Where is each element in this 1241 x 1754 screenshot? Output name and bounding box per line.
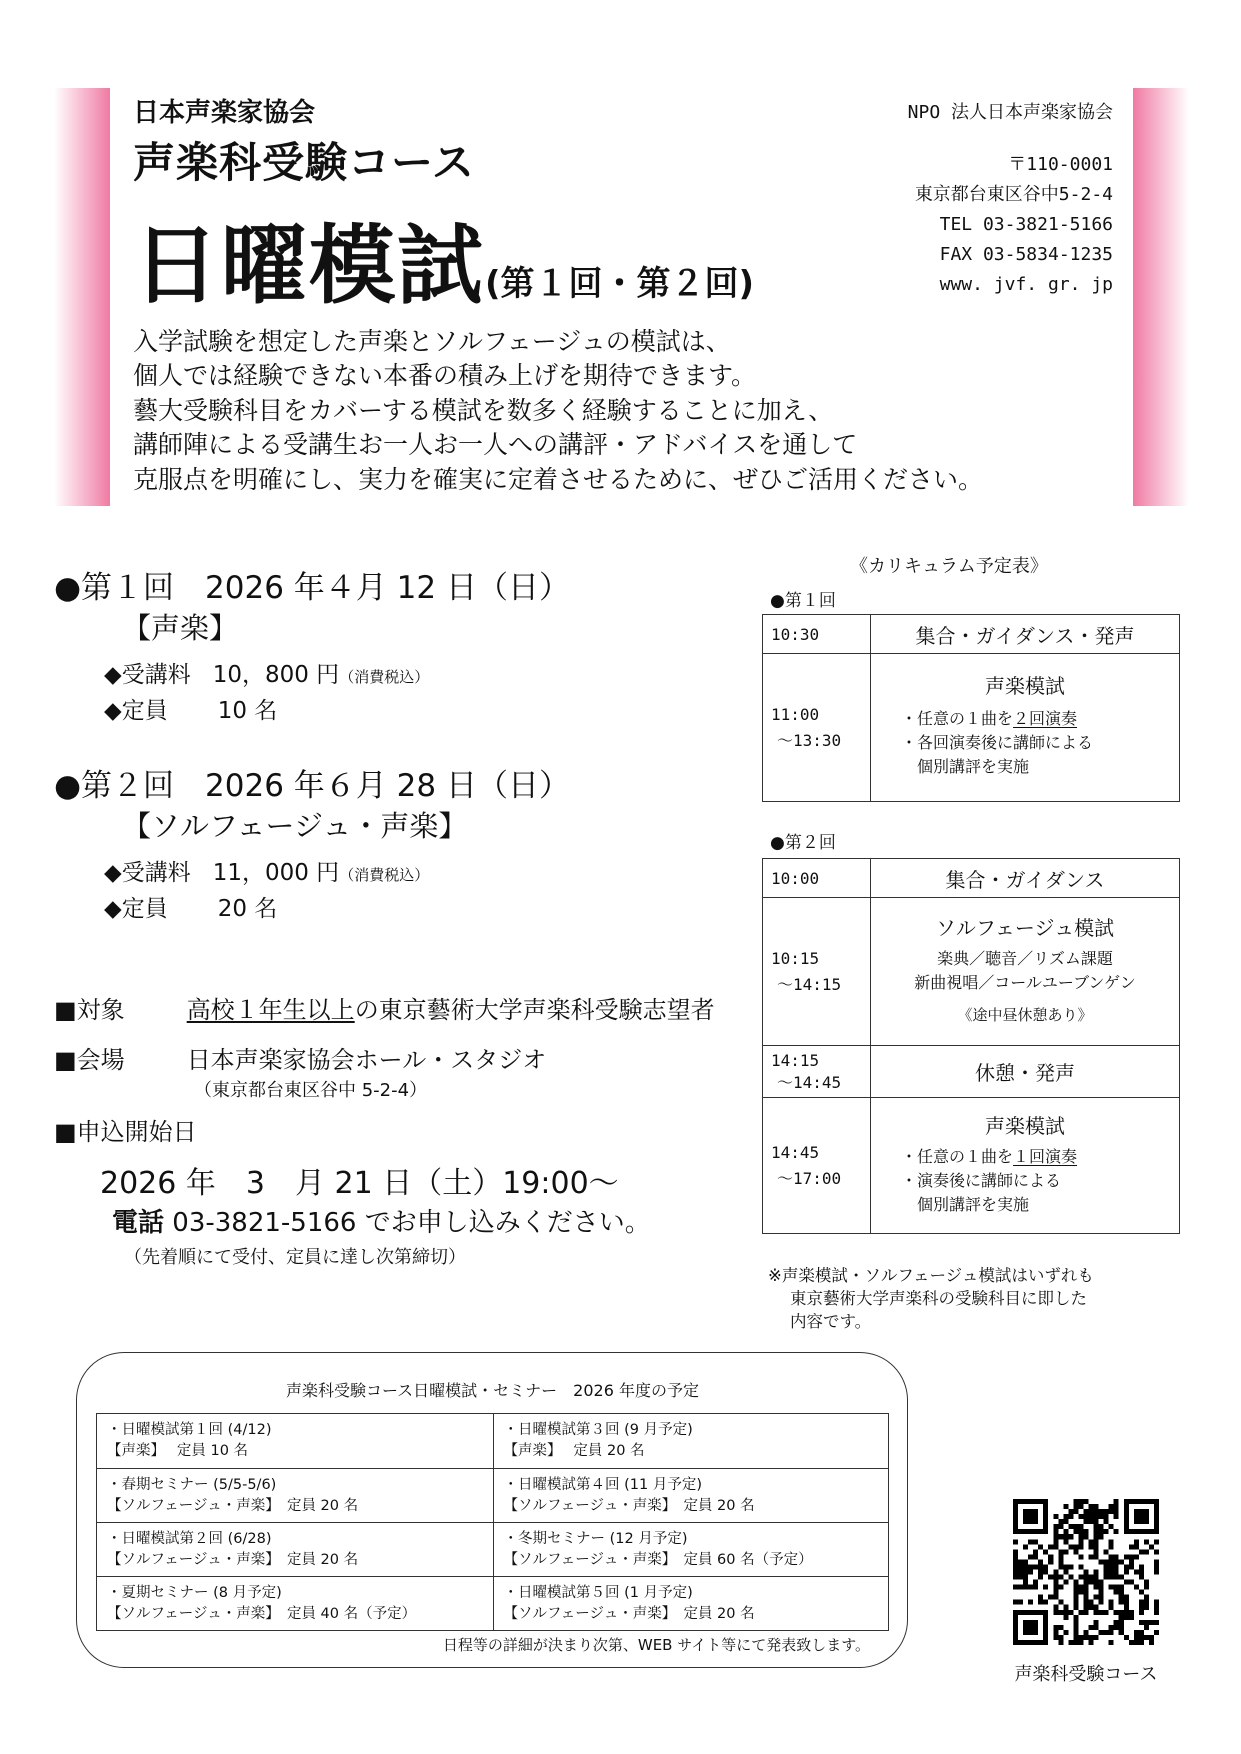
intro-line: 藝大受験科目をカバーする模試を数多く経験することに加え、 (133, 396, 834, 425)
course-name: 声楽科受験コース (133, 138, 475, 187)
apply-label: ■申込開始日 (54, 1118, 197, 1146)
contact-tel: TEL 03-3821-5166 (939, 214, 1113, 235)
table-row: 11:00 〜13:30 声楽模試 ・任意の１曲を２回演奏 ・各回演奏後に講師による 個別講評を実施 (763, 653, 1179, 801)
contact-fax: FAX 03-5834-1235 (939, 244, 1113, 265)
intro-line: 入学試験を想定した声楽とソルフェージュの模試は、 (133, 327, 731, 356)
table-row: 14:45 〜17:00 声楽模試 ・任意の１曲を１回演奏 ・演奏後に講師による 個別講評を実施 (763, 1097, 1179, 1233)
intro-line: 講師陣による受講生お一人お一人への講評・アドバイスを通して (133, 430, 858, 459)
session1-capacity: ◆定員 10 名 (104, 698, 278, 724)
schedule-cell: ・夏期セミナー (8 月予定) 【ソルフェージュ・声楽】 定員 40 名（予定） (107, 1585, 417, 1622)
contact-block (908, 98, 1113, 300)
org-name: 日本声楽家協会 (133, 98, 316, 128)
schedule-cell: ・日曜模試第４回 (11 月予定) 【ソルフェージュ・声楽】 定員 20 名 (493, 1469, 889, 1522)
session1-fee: ◆受講料 10，800 円（消費税込） (104, 662, 430, 688)
schedule-title: 声楽科受験コース日曜模試・セミナー 2026 年度の予定 (285, 1381, 699, 1400)
contact-postal: 〒110-0001 (1008, 154, 1113, 175)
contact-org: NPO 法人日本声楽家協会 (907, 102, 1113, 123)
schedule-cell: ・日曜模試第２回 (6/28) 【ソルフェージュ・声楽】 定員 20 名 (107, 1531, 359, 1568)
curriculum-title: 《カリキュラム予定表》 (850, 556, 1048, 577)
schedule-cell: ・日曜模試第５回 (1 月予定) 【ソルフェージュ・声楽】 定員 20 名 (493, 1577, 889, 1630)
schedule-cell: ・日曜模試第１回 (4/12) 【声楽】 定員 10 名 (107, 1422, 272, 1459)
contact-address: 東京都台東区谷中5-2-4 (914, 184, 1113, 205)
session2-heading: ●第２回 2026 年６月 28 日（日） (54, 768, 570, 804)
table-row (97, 1522, 888, 1576)
schedule-table (96, 1413, 889, 1631)
table-row (97, 1468, 888, 1522)
session2-fee: ◆受講料 11，000 円（消費税込） (104, 860, 430, 886)
schedule-cell: ・日曜模試第３回 (9 月予定) 【声楽】 定員 20 名 (493, 1414, 889, 1468)
decorative-bar-left (54, 88, 110, 506)
target-row: ■対象 高校１年生以上の東京藝術大学声楽科受験志望者 (54, 996, 715, 1024)
schedule-cell: ・冬期セミナー (12 月予定) 【ソルフェージュ・声楽】 定員 60 名（予定） (493, 1523, 889, 1576)
table-row: 10:15 〜14:15 ソルフェージュ模試 楽典／聴音／リズム課題 新曲視唱／コールユーブンゲン 《途中昼休憩あり》 (763, 897, 1179, 1045)
curriculum-table-2 (762, 858, 1180, 1234)
apply-phone: 電話 03-3821-5166 でお申し込みください。 (112, 1208, 651, 1238)
contact-web[interactable]: www. jvf. gr. jp (939, 274, 1113, 295)
table-row: 10:30 集合・ガイダンス・発声 (763, 615, 1179, 653)
curriculum-s2-label: ●第２回 (770, 833, 836, 853)
session1-subject: 【声楽】 (122, 611, 239, 645)
schedule-footnote: 日程等の詳細が決まり次第、WEB サイト等にて発表致します。 (442, 1636, 870, 1654)
apply-note: （先着順にて受付、定員に達し次第締切） (124, 1247, 466, 1268)
apply-date: 2026 年 3 月 21 日（土）19:00〜 (100, 1166, 619, 1201)
schedule-cell: ・春期セミナー (5/5-5/6) 【ソルフェージュ・声楽】 定員 20 名 (107, 1477, 359, 1514)
session2-subject: 【ソルフェージュ・声楽】 (122, 809, 468, 843)
intro-line: 個人では経験できない本番の積み上げを期待できます。 (133, 361, 757, 390)
table-row (97, 1414, 888, 1468)
title-main: 日曜模試 (133, 216, 485, 316)
title-sub: (第１回・第２回) (485, 264, 755, 304)
venue-row: ■会場 日本声楽家協会ホール・スタジオ (54, 1046, 547, 1074)
session1-heading: ●第１回 2026 年４月 12 日（日） (54, 570, 570, 606)
table-row: 14:15 〜14:45 休憩・発声 (763, 1045, 1179, 1097)
table-row (97, 1576, 888, 1630)
curriculum-s1-label: ●第１回 (770, 591, 836, 611)
qr-code-icon[interactable] (1013, 1499, 1159, 1645)
venue-address: （東京都台東区谷中 5-2-4） (194, 1080, 428, 1101)
table-row: 10:00 集合・ガイダンス (763, 859, 1179, 897)
decorative-bar-right (1133, 88, 1189, 506)
page-title (133, 196, 754, 320)
session2-capacity: ◆定員 20 名 (104, 896, 278, 922)
curriculum-table-1 (762, 614, 1180, 802)
intro-line: 克服点を明確にし、実力を確実に定着させるために、ぜひご活用ください。 (133, 465, 984, 494)
qr-caption: 声楽科受験コース (1014, 1664, 1158, 1685)
curriculum-note: ※声楽模試・ソルフェージュ模試はいずれも 東京藝術大学声楽科の受験科目に即した 内容です。 (768, 1266, 1094, 1331)
